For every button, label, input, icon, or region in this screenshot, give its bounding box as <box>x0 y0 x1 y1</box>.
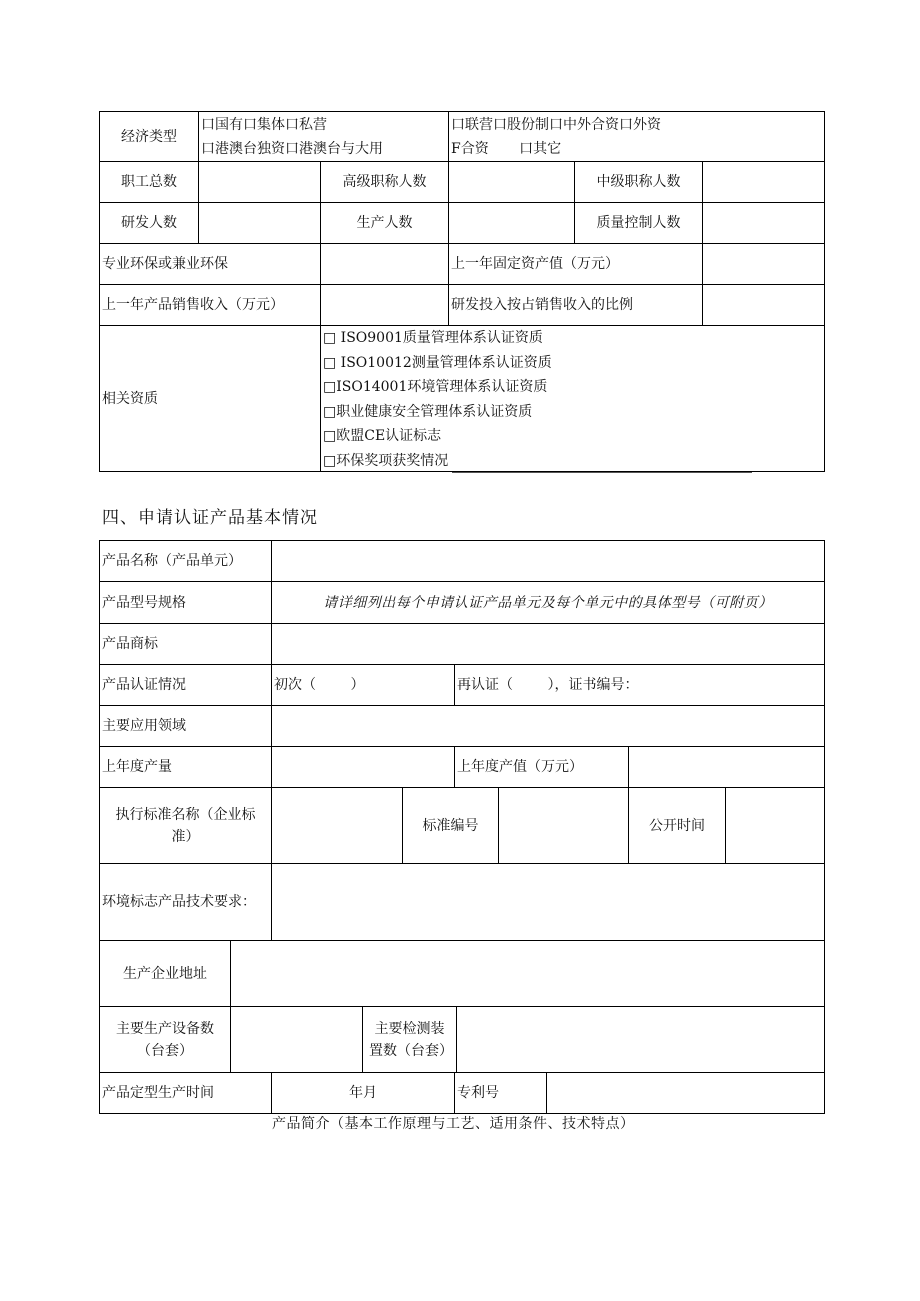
test-count-field[interactable] <box>456 1006 825 1073</box>
econ-type-options-left[interactable] <box>198 111 449 162</box>
rd-ratio-field[interactable] <box>702 284 825 326</box>
mid-title-field[interactable] <box>702 161 825 203</box>
last-output-field[interactable] <box>271 746 455 788</box>
qc-staff-label: 质量控制人数 <box>574 202 703 244</box>
env-award-blank[interactable] <box>452 458 752 473</box>
fixed-assets-field[interactable] <box>702 243 825 285</box>
recert-field[interactable]: 再认证（ ），证书编号： <box>454 664 825 706</box>
prod-staff-field[interactable] <box>448 202 575 244</box>
total-staff-field[interactable] <box>198 161 321 203</box>
qual-iso14001-checkbox[interactable]: □ISO14001环境管理体系认证资质 <box>323 379 548 395</box>
pub-time-field[interactable] <box>725 787 825 864</box>
senior-title-label: 高级职称人数 <box>320 161 449 203</box>
total-staff-label: 职工总数 <box>99 161 199 203</box>
econ-type-label: 经济类型 <box>99 111 199 162</box>
econ-type-line-4: F合资 口其它 <box>451 140 562 157</box>
qual-iso9001-checkbox[interactable]: □ ISO9001质量管理体系认证资质 <box>323 330 543 346</box>
equip-count-label: 主要生产设备数（台套） <box>99 1006 231 1073</box>
app-field-label: 主要应用领域 <box>99 705 272 747</box>
econ-type-options-right[interactable] <box>448 111 825 162</box>
patent-no-label: 专利号 <box>454 1072 547 1114</box>
qual-env-award-checkbox[interactable]: □环保奖项获奖情况 <box>323 449 822 474</box>
qualifications-label: 相关资质 <box>99 325 321 472</box>
prod-staff-label: 生产人数 <box>320 202 449 244</box>
econ-type-line-1: 口国有口集体口私营 <box>201 116 327 133</box>
qual-iso10012-checkbox[interactable]: □ ISO10012测量管理体系认证资质 <box>323 354 552 371</box>
app-field-input[interactable] <box>271 705 825 747</box>
last-value-label: 上年度产值（万元） <box>454 746 629 788</box>
qualifications-list <box>320 325 825 472</box>
std-name-field[interactable] <box>271 787 403 864</box>
rd-staff-label: 研发人数 <box>99 202 199 244</box>
section-title: 四、申请认证产品基本情况 <box>102 508 318 528</box>
last-output-label: 上年度产量 <box>99 746 272 788</box>
cert-status-label: 产品认证情况 <box>99 664 272 706</box>
std-no-field[interactable] <box>498 787 629 864</box>
qc-staff-field[interactable] <box>702 202 825 244</box>
product-name-label: 产品名称（产品单元） <box>99 540 272 582</box>
sales-income-label: 上一年产品销售收入（万元） <box>99 284 321 326</box>
finalize-time-field[interactable]: 年月 <box>271 1072 455 1114</box>
mid-title-label: 中级职称人数 <box>574 161 703 203</box>
econ-type-line-3: 口联营口股份制口中外合资口外资 <box>451 116 661 133</box>
qual-ohs-checkbox[interactable]: □职业健康安全管理体系认证资质 <box>323 403 533 420</box>
first-cert-field[interactable]: 初次（ ） <box>271 664 455 706</box>
rd-staff-field[interactable] <box>198 202 321 244</box>
env-pro-label: 专业环保或兼业环保 <box>99 243 321 285</box>
std-name-label: 执行标准名称（企业标准） <box>99 787 272 864</box>
senior-title-field[interactable] <box>448 161 575 203</box>
qual-ce-checkbox[interactable]: □欧盟CE认证标志 <box>323 428 442 444</box>
equip-count-field[interactable] <box>230 1006 363 1073</box>
product-model-label: 产品型号规格 <box>99 581 272 624</box>
env-req-field[interactable] <box>271 863 825 941</box>
sales-income-field[interactable] <box>320 284 449 326</box>
rd-ratio-label: 研发投入按占销售收入的比例 <box>448 284 703 326</box>
patent-no-field[interactable] <box>546 1072 825 1114</box>
econ-type-line-2: 口港澳台独资口港澳台与大用 <box>201 140 383 157</box>
mfr-addr-field[interactable] <box>230 940 825 1007</box>
finalize-time-label: 产品定型生产时间 <box>99 1072 272 1114</box>
last-value-field[interactable] <box>628 746 825 788</box>
pub-time-label: 公开时间 <box>628 787 726 864</box>
product-intro-caption: 产品简介（基本工作原理与工艺、适用条件、技术特点） <box>272 1116 635 1132</box>
product-model-field[interactable]: 请详细列出每个申请认证产品单元及每个单元中的具体型号（可附页） <box>271 581 825 624</box>
product-name-field[interactable] <box>271 540 825 582</box>
mfr-addr-label: 生产企业地址 <box>99 940 231 1007</box>
test-count-label: 主要检测装置数（台套） <box>362 1006 457 1073</box>
std-no-label: 标准编号 <box>402 787 499 864</box>
fixed-assets-label: 上一年固定资产值（万元） <box>448 243 703 285</box>
product-brand-label: 产品商标 <box>99 623 272 665</box>
env-pro-field[interactable] <box>320 243 449 285</box>
product-brand-field[interactable] <box>271 623 825 665</box>
env-req-label: 环境标志产品技术要求： <box>99 863 272 941</box>
